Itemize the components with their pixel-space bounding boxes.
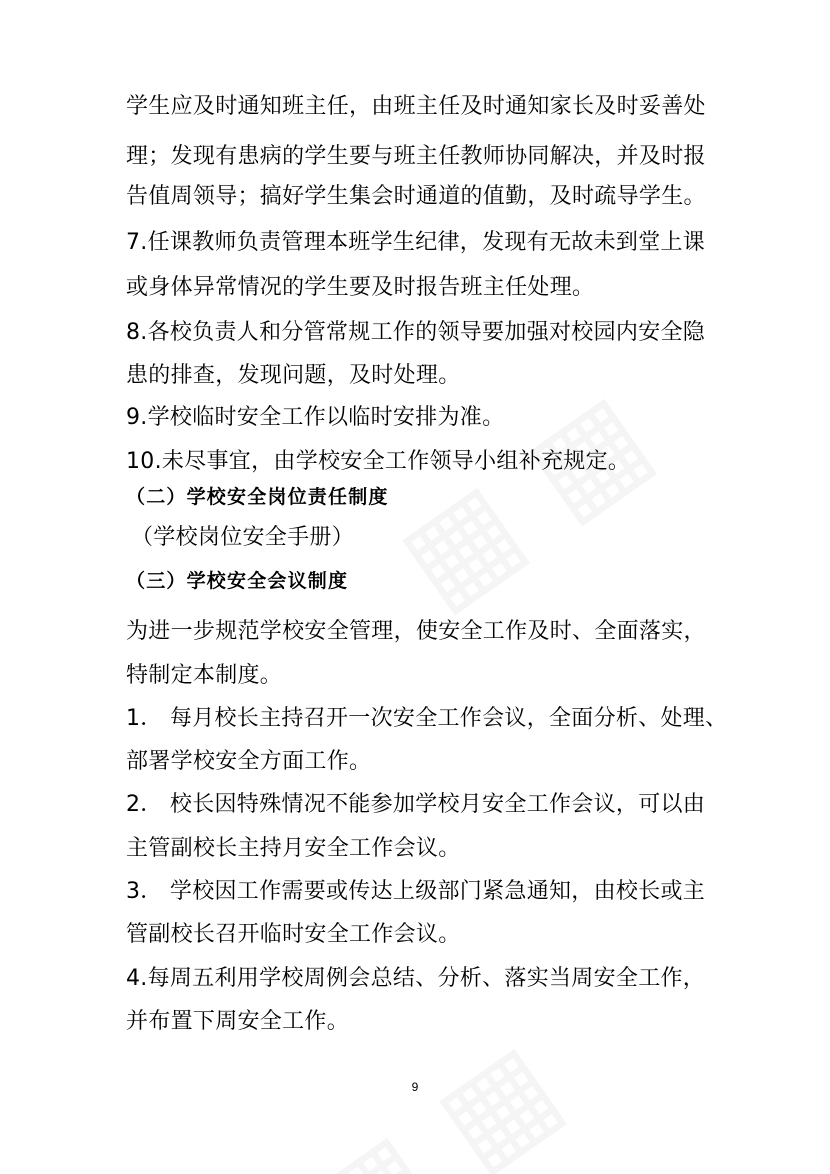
- body-line: 2． 校长因特殊情况不能参加学校月安全工作会议，可以由: [126, 792, 706, 817]
- body-line: 患的排查，发现问题，及时处理。: [126, 363, 461, 388]
- body-line: 部署学校安全方面工作。: [126, 749, 372, 774]
- page-number: 9: [411, 1080, 419, 1094]
- body-line: 7.任课教师负责管理本班学生纪律，发现有无故未到堂上课: [126, 230, 706, 255]
- section-heading: （三）学校安全会议制度: [126, 570, 349, 592]
- body-line: 特制定本制度。: [126, 663, 283, 688]
- body-line: 并布置下周安全工作。: [126, 1009, 350, 1034]
- body-line: 3． 学校因工作需要或传达上级部门紧急通知，由校长或主: [126, 879, 706, 904]
- body-line: 告值周领导；搞好学生集会时通道的值勤，及时疏导学生。: [126, 184, 706, 209]
- section-heading: （二）学校安全岗位责任制度: [126, 486, 389, 508]
- body-line: 学生应及时通知班主任，由班主任及时通知家长及时妥善处: [126, 94, 706, 119]
- body-line: 为进一步规范学校安全管理，使安全工作及时、全面落实，: [126, 619, 706, 644]
- body-line: 10.未尽事宜，由学校安全工作领导小组补充规定。: [126, 449, 631, 474]
- body-line: 管副校长召开临时安全工作会议。: [126, 922, 461, 947]
- body-line: 理；发现有患病的学生要与班主任教师协同解决，并及时报: [126, 144, 706, 169]
- body-line: 1． 每月校长主持召开一次安全工作会议，全面分析、处理、: [126, 706, 728, 731]
- body-line: 4.每周五利用学校周例会总结、分析、落实当周安全工作，: [126, 966, 706, 991]
- body-line: 或身体异常情况的学生要及时报告班主任处理。: [126, 275, 595, 300]
- body-line: 8.各校负责人和分管常规工作的领导要加强对校园内安全隐: [126, 320, 706, 345]
- section-note: （学校岗位安全手册）: [131, 525, 355, 550]
- body-line: 9.学校临时安全工作以临时安排为准。: [126, 405, 505, 430]
- body-line: 主管副校长主持月安全工作会议。: [126, 836, 461, 861]
